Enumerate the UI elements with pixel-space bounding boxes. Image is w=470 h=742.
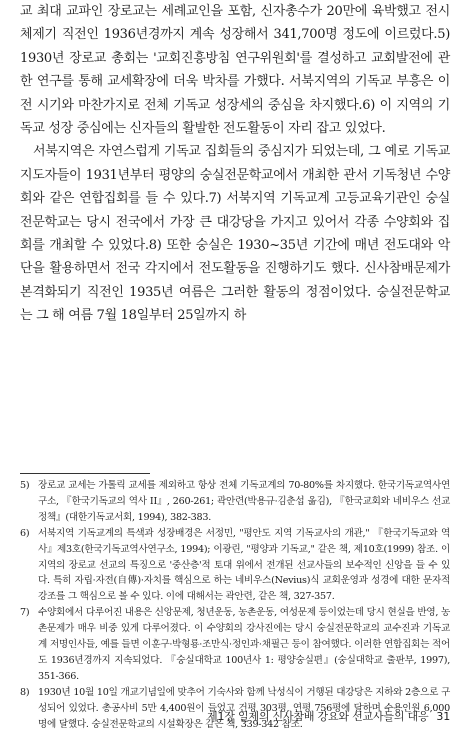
footnote-6: [20, 526, 450, 606]
footnote-number: 8): [20, 686, 30, 698]
footnote-text: 1930년 10월 10일 개교기념일에 맞추어 기숙사와 함께 낙성식이 거행된 대강당은 지하와 2층으로 구성되어 있었다. 총공사비 5만 4,400원이 들었고 건평 303평, 연평 756평에 달하며 수용인원 6,000명에 달했다. 숭실전문학교의 시설확장은 같은 책, 339-342 참조.: [38, 686, 450, 730]
footnote-number: 6): [20, 527, 30, 539]
footnote-7: [20, 605, 450, 685]
footnote-text: 서북지역 기독교계의 특색과 성장배경은 서정민, "평안도 지역 기독교사의 개관," 『한국기독교와 역사』제3호(한국기독교역사연구소, 1994); 이광린, "평양과 기독교," 같은 책, 제10호(1999) 참조. 이 지역의 장로교 선교의 특징으로 '중산층'적 토대 위에서 전개된 선교사들의 보수적인 신앙을 들 수 있다. 특히 자립·자전(自傳)·자치를 핵심으로 하는 네비우스(Nevius)식 교회운영과 성경에 대한 문자적 강조를 그 핵심으로 볼 수 있다. 이에 대해서는 곽안련, 같은 책, 327-357.: [38, 527, 450, 603]
running-title: 제1장 일제의 신사참배 강요와 선교사들의 대응: [207, 710, 429, 723]
footnote-separator: [20, 473, 150, 474]
footnote-number: 7): [20, 607, 30, 619]
footnote-text: 수양회에서 다루어진 내용은 신앙문제, 청년운동, 농촌운동, 여성문제 등이었는데 당시 현실을 반영, 농촌문제가 매우 비중 있게 다루어졌다. 이 수양회의 강사진에는 당시 숭실전문학교의 교수진과 기독교계 저명인사들, 예를 들면 이훈구·박형룡·조만식·정인과·채필근 등이 참여했다. 이러한 연합집회는 적어도 1936년경까지 지속되었다. 『숭실대학교 100년사 1: 평양숭실편』(숭실대학교 출판부, 1997), 351-366.: [38, 607, 450, 682]
main-body-text: [20, 0, 450, 328]
footnote-number: 5): [20, 480, 30, 491]
footnotes: [20, 478, 450, 733]
body-paragraph-1: 교 최대 교파인 장로교는 세례교인을 포함, 신자총수가 20만에 육박했고 전시체제기 직전인 1936년경까지 계속 성장해서 341,700명 정도에 이르렀다.5) 1930년 장로교 총회는 '교회진흥방침 연구위원회'를 결성하고 교회발전에 관한 연구를 통해 교세확장에 더욱 박차를 가했다. 서북지역의 기독교 부흥은 이전 시기와 마찬가지로 전체 기독교 성장세의 중심을 차지했다.6) 이 지역의 기독교 성장 중심에는 신자들의 활발한 전도활동이 자리 잡고 있었다.: [20, 4, 450, 137]
body-paragraph-2: 서북지역은 자연스럽게 기독교 집회들의 중심지가 되었는데, 그 예로 기독교 지도자들이 1931년부터 평양의 숭실전문학교에서 개최한 관서 기독청년 수양회와 같은 연합집회를 들 수 있다.7) 서북지역 기독교계 고등교육기관인 숭실전문학교는 당시 전국에서 가장 큰 대강당을 가지고 있어서 각종 수양회와 집회를 개최할 수 있었다.8) 또한 숭실은 1930~35년 기간에 매년 전도대와 악단을 활용하면서 전국 각지에서 전도활동을 진행하기도 했다. 신사참배문제가 본격화되기 직전인 1935년 여름은 그러한 활동의 정점이었다. 숭실전문학교는 그 해 여름 7월 18일부터 25일까지 하: [20, 144, 450, 324]
footnote-5: [20, 478, 450, 526]
page-number: 31: [436, 710, 450, 723]
page-footer: [20, 708, 450, 724]
footnote-text: 장로교 교세는 가톨릭 교세를 제외하고 항상 전체 기독교계의 70-80%를 차지했다. 한국기독교역사연구소, 『한국기독교의 역사 II』, 260-261; 곽안련(박용규·김춘섭 옮김), 『한국교회와 네비우스 선교정책』(대한기독교서회, 1994), 382-383.: [38, 480, 450, 523]
